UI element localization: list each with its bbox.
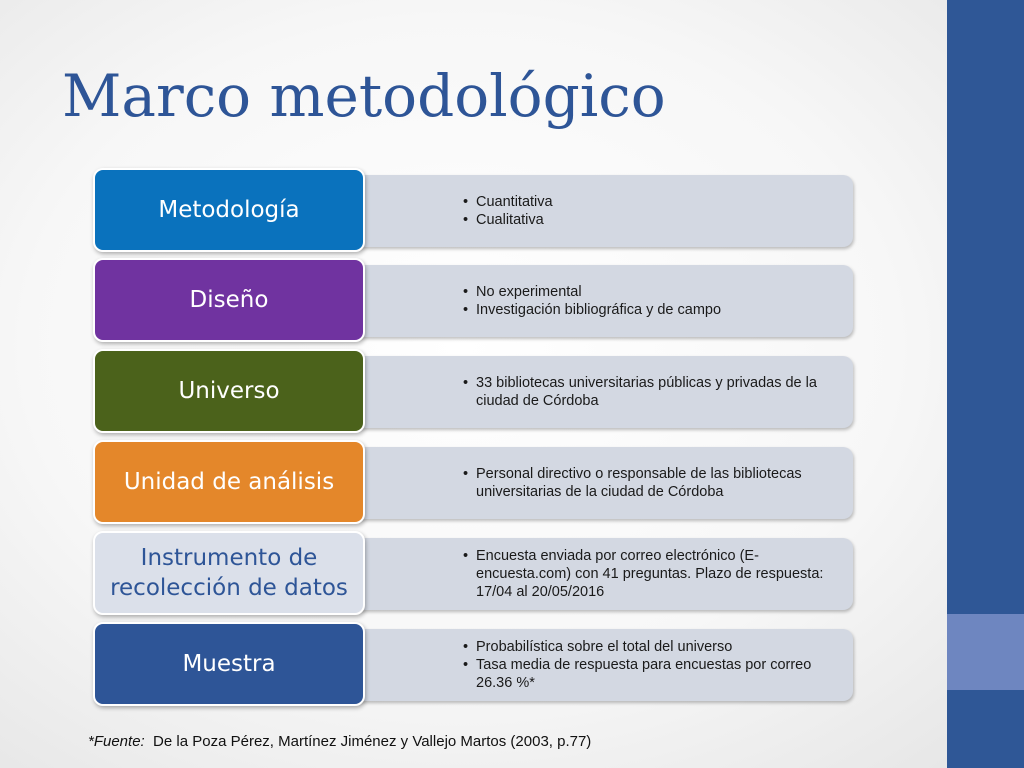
detail-box-unidad-de-analisis xyxy=(345,447,853,519)
bullet-item: • Cuantitativa xyxy=(463,193,839,211)
detail-box-muestra xyxy=(345,629,853,701)
label-box-universo: Universo xyxy=(93,349,365,433)
bullet-item: • Tasa media de respuesta para encuestas por correo 26.36 %* xyxy=(463,656,839,692)
footnote-prefix: *Fuente: xyxy=(88,733,145,750)
detail-box-universo xyxy=(345,356,853,428)
label-box-unidad-de-analisis: Unidad de análisis xyxy=(93,440,365,524)
bullet-item: • Probabilística sobre el total del universo xyxy=(463,638,839,656)
label-box-metodologia: Metodología xyxy=(93,168,365,252)
detail-box-diseno xyxy=(345,265,853,337)
bullet-item: • Personal directivo o responsable de las bibliotecas universitarias de la ciudad de Córdoba xyxy=(463,465,839,501)
row-universo xyxy=(93,349,853,433)
footnote-text: De la Poza Pérez, Martínez Jiménez y Vallejo Martos (2003, p.77) xyxy=(144,733,592,750)
bullet-item: • Encuesta enviada por correo electrónico (E-encuesta.com) con 41 preguntas. Plazo de respuesta: 17/04 al 20/05/2016 xyxy=(463,547,839,601)
side-accent-block xyxy=(947,614,1024,690)
row-diseno xyxy=(93,258,853,342)
row-muestra xyxy=(93,622,853,706)
slide-title: Marco metodológico xyxy=(62,62,666,130)
source-footnote xyxy=(88,733,591,750)
label-box-instrumento: Instrumento de recolección de datos xyxy=(93,531,365,615)
row-unidad-de-analisis xyxy=(93,440,853,524)
detail-box-instrumento xyxy=(345,538,853,610)
row-instrumento xyxy=(93,531,853,615)
label-box-muestra: Muestra xyxy=(93,622,365,706)
bullet-item: • 33 bibliotecas universitarias públicas y privadas de la ciudad de Córdoba xyxy=(463,374,839,410)
bullet-item: • No experimental xyxy=(463,283,839,301)
row-metodologia xyxy=(93,168,853,252)
detail-box-metodologia xyxy=(345,175,853,247)
bullet-item: • Cualitativa xyxy=(463,211,839,229)
bullet-item: • Investigación bibliográfica y de campo xyxy=(463,301,839,319)
label-box-diseno: Diseño xyxy=(93,258,365,342)
